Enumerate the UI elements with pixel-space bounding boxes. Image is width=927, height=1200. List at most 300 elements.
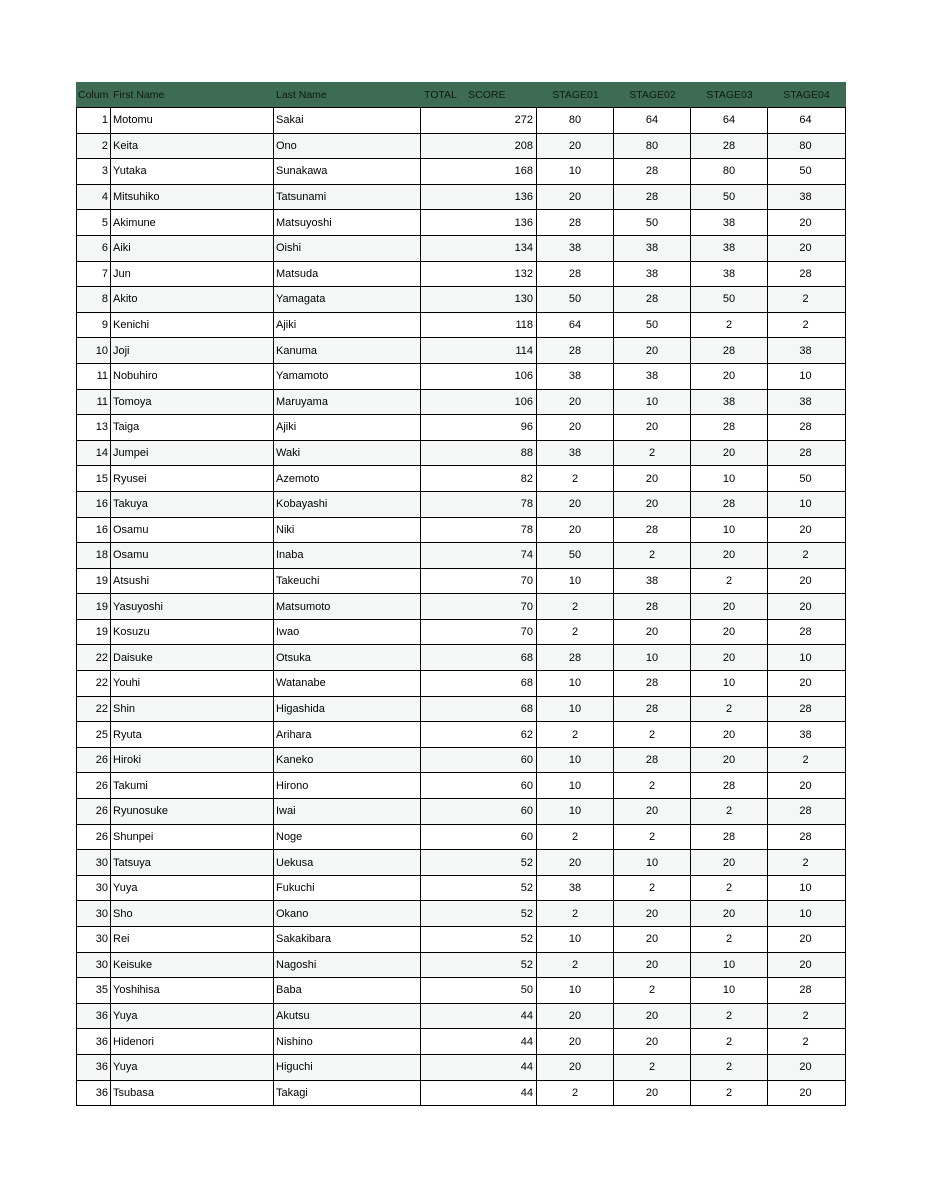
stage04-cell: 20 [799, 1086, 812, 1099]
last-name-cell: Kobayashi [274, 492, 421, 517]
stage03-cell: 38 [691, 210, 768, 235]
stage04-cell: 50 [799, 472, 812, 485]
stage04-cell: 10 [799, 498, 812, 511]
stage04-cell: 20 [799, 574, 812, 587]
total-score-cell: 114 [421, 338, 537, 363]
stage01-cell: 10 [537, 159, 614, 184]
first-name-cell: Shunpei [111, 825, 274, 850]
first-name-cell: Akito [111, 287, 274, 312]
total-score-cell: 52 [421, 876, 537, 901]
rank-cell: 35 [77, 978, 111, 1003]
first-name-cell: Takuya [111, 492, 274, 517]
last-name-cell: Hirono [274, 773, 421, 798]
rank-cell: 3 [77, 159, 111, 184]
total-score-cell: 68 [421, 645, 537, 670]
stage04-cell: 38 [799, 728, 812, 741]
last-name-cell: Waki [274, 441, 421, 466]
stage04-cell: 20 [799, 242, 812, 255]
table-row [77, 441, 845, 467]
stage04-cell: 20 [799, 677, 812, 690]
stage03-cell: 20 [691, 543, 768, 568]
total-score-cell: 134 [421, 236, 537, 261]
score-table [76, 82, 846, 1106]
table-row [77, 594, 845, 620]
stage04-cell: 28 [799, 805, 812, 818]
stage02-cell: 2 [614, 773, 691, 798]
stage02-cell: 50 [614, 210, 691, 235]
stage01-cell: 2 [537, 1081, 614, 1106]
table-row [77, 748, 845, 774]
last-name-cell: Okano [274, 901, 421, 926]
stage04-cell: 20 [799, 600, 812, 613]
total-score-cell: 136 [421, 210, 537, 235]
rank-cell: 19 [77, 594, 111, 619]
stage01-cell: 2 [537, 901, 614, 926]
rank-cell: 7 [77, 262, 111, 287]
stage02-cell: 28 [614, 518, 691, 543]
rank-cell: 25 [77, 722, 111, 747]
first-name-cell: Yasuyoshi [111, 594, 274, 619]
rank-cell: 36 [77, 1055, 111, 1080]
stage01-cell: 28 [537, 338, 614, 363]
table-row [77, 671, 845, 697]
total-score-cell: 74 [421, 543, 537, 568]
stage04-cell: 28 [799, 830, 812, 843]
first-name-cell: Yutaka [111, 159, 274, 184]
stage04-cell: 2 [802, 549, 809, 562]
stage02-cell: 20 [614, 1029, 691, 1054]
first-name-cell: Hidenori [111, 1029, 274, 1054]
last-name-cell: Higashida [274, 697, 421, 722]
rank-cell: 30 [77, 927, 111, 952]
header-first-name: First Name [113, 88, 165, 101]
stage03-cell: 28 [691, 825, 768, 850]
total-score-cell: 106 [421, 390, 537, 415]
stage03-cell: 20 [691, 748, 768, 773]
table-row [77, 927, 845, 953]
last-name-cell: Uekusa [274, 850, 421, 875]
stage02-cell: 2 [614, 441, 691, 466]
table-row [77, 287, 845, 313]
rank-cell: 1 [77, 108, 111, 133]
table-row [77, 825, 845, 851]
rank-cell: 19 [77, 620, 111, 645]
table-row [77, 773, 845, 799]
stage01-cell: 2 [537, 953, 614, 978]
stage03-cell: 10 [691, 671, 768, 696]
stage02-cell: 38 [614, 262, 691, 287]
stage03-cell: 20 [691, 901, 768, 926]
stage02-cell: 20 [614, 901, 691, 926]
stage03-cell: 20 [691, 620, 768, 645]
table-row [77, 466, 845, 492]
total-score-cell: 52 [421, 927, 537, 952]
table-row [77, 338, 845, 364]
stage03-cell: 2 [691, 1029, 768, 1054]
stage01-cell: 20 [537, 390, 614, 415]
stage03-cell: 20 [691, 594, 768, 619]
stage01-cell: 20 [537, 850, 614, 875]
table-row [77, 1004, 845, 1030]
stage02-cell: 28 [614, 594, 691, 619]
last-name-cell: Takeuchi [274, 569, 421, 594]
table-row [77, 953, 845, 979]
stage01-cell: 2 [537, 825, 614, 850]
last-name-cell: Higuchi [274, 1055, 421, 1080]
rank-cell: 14 [77, 441, 111, 466]
stage03-cell: 28 [691, 415, 768, 440]
stage02-cell: 28 [614, 671, 691, 696]
table-row [77, 1055, 845, 1081]
table-row [77, 159, 845, 185]
stage02-cell: 10 [614, 850, 691, 875]
stage01-cell: 20 [537, 1055, 614, 1080]
stage02-cell: 38 [614, 236, 691, 261]
rank-cell: 4 [77, 185, 111, 210]
stage01-cell: 50 [537, 287, 614, 312]
header-last-name: Last Name [276, 88, 327, 101]
stage01-cell: 50 [537, 543, 614, 568]
total-score-cell: 70 [421, 620, 537, 645]
first-name-cell: Yuya [111, 1055, 274, 1080]
stage01-cell: 10 [537, 697, 614, 722]
table-row [77, 697, 845, 723]
rank-cell: 11 [77, 390, 111, 415]
total-score-cell: 70 [421, 594, 537, 619]
last-name-cell: Matsuyoshi [274, 210, 421, 235]
rank-cell: 22 [77, 697, 111, 722]
stage03-cell: 20 [691, 441, 768, 466]
stage02-cell: 20 [614, 466, 691, 491]
first-name-cell: Yuya [111, 876, 274, 901]
total-score-cell: 44 [421, 1004, 537, 1029]
stage01-cell: 10 [537, 671, 614, 696]
table-row [77, 901, 845, 927]
rank-cell: 36 [77, 1004, 111, 1029]
first-name-cell: Ryuta [111, 722, 274, 747]
first-name-cell: Daisuke [111, 645, 274, 670]
first-name-cell: Atsushi [111, 569, 274, 594]
stage01-cell: 38 [537, 441, 614, 466]
stage01-cell: 20 [537, 518, 614, 543]
stage02-cell: 50 [614, 313, 691, 338]
last-name-cell: Iwai [274, 799, 421, 824]
stage03-cell: 38 [691, 262, 768, 287]
stage03-cell: 28 [691, 773, 768, 798]
stage03-cell: 38 [691, 390, 768, 415]
stage01-cell: 28 [537, 210, 614, 235]
last-name-cell: Ajiki [274, 415, 421, 440]
table-row [77, 313, 845, 339]
total-score-cell: 44 [421, 1029, 537, 1054]
stage03-cell: 10 [691, 466, 768, 491]
table-row [77, 645, 845, 671]
stage03-cell: 2 [691, 1004, 768, 1029]
total-score-cell: 88 [421, 441, 537, 466]
stage01-cell: 10 [537, 978, 614, 1003]
total-score-cell: 78 [421, 518, 537, 543]
total-score-cell: 70 [421, 569, 537, 594]
last-name-cell: Tatsunami [274, 185, 421, 210]
last-name-cell: Maruyama [274, 390, 421, 415]
first-name-cell: Motomu [111, 108, 274, 133]
first-name-cell: Kenichi [111, 313, 274, 338]
stage02-cell: 2 [614, 825, 691, 850]
first-name-cell: Tatsuya [111, 850, 274, 875]
total-score-cell: 60 [421, 773, 537, 798]
last-name-cell: Yamamoto [274, 364, 421, 389]
stage01-cell: 20 [537, 492, 614, 517]
stage01-cell: 10 [537, 569, 614, 594]
stage01-cell: 2 [537, 594, 614, 619]
table-row [77, 876, 845, 902]
last-name-cell: Matsumoto [274, 594, 421, 619]
stage02-cell: 2 [614, 978, 691, 1003]
stage01-cell: 10 [537, 773, 614, 798]
header-stage04: STAGE04 [783, 88, 830, 101]
last-name-cell: Takagi [274, 1081, 421, 1106]
total-score-cell: 50 [421, 978, 537, 1003]
last-name-cell: Yamagata [274, 287, 421, 312]
first-name-cell: Sho [111, 901, 274, 926]
table-row [77, 850, 845, 876]
stage03-cell: 2 [691, 799, 768, 824]
header-total-score: TOTAL SCORE [424, 88, 506, 101]
stage02-cell: 20 [614, 415, 691, 440]
stage04-cell: 2 [802, 754, 809, 767]
last-name-cell: Inaba [274, 543, 421, 568]
table-row [77, 134, 845, 160]
total-score-cell: 68 [421, 671, 537, 696]
total-score-cell: 60 [421, 799, 537, 824]
stage02-cell: 20 [614, 927, 691, 952]
stage03-cell: 10 [691, 978, 768, 1003]
table-row [77, 1081, 845, 1107]
stage02-cell: 28 [614, 159, 691, 184]
stage02-cell: 28 [614, 185, 691, 210]
first-name-cell: Joji [111, 338, 274, 363]
stage04-cell: 20 [799, 779, 812, 792]
first-name-cell: Yuya [111, 1004, 274, 1029]
rank-cell: 30 [77, 850, 111, 875]
stage02-cell: 20 [614, 492, 691, 517]
total-score-cell: 106 [421, 364, 537, 389]
stage01-cell: 20 [537, 1029, 614, 1054]
first-name-cell: Osamu [111, 518, 274, 543]
last-name-cell: Oishi [274, 236, 421, 261]
rank-cell: 19 [77, 569, 111, 594]
stage04-cell: 38 [799, 191, 812, 204]
rank-cell: 36 [77, 1029, 111, 1054]
total-score-cell: 96 [421, 415, 537, 440]
table-row [77, 262, 845, 288]
rank-cell: 26 [77, 799, 111, 824]
header-rank: Colum [78, 88, 109, 101]
table-row [77, 620, 845, 646]
last-name-cell: Matsuda [274, 262, 421, 287]
table-row [77, 978, 845, 1004]
stage01-cell: 64 [537, 313, 614, 338]
first-name-cell: Youhi [111, 671, 274, 696]
stage01-cell: 20 [537, 415, 614, 440]
last-name-cell: Nishino [274, 1029, 421, 1054]
stage03-cell: 2 [691, 569, 768, 594]
stage01-cell: 2 [537, 722, 614, 747]
stage04-cell: 20 [799, 958, 812, 971]
table-row [77, 722, 845, 748]
stage04-cell: 20 [799, 1061, 812, 1074]
stage02-cell: 38 [614, 569, 691, 594]
rank-cell: 15 [77, 466, 111, 491]
rank-cell: 26 [77, 825, 111, 850]
stage02-cell: 10 [614, 390, 691, 415]
first-name-cell: Yoshihisa [111, 978, 274, 1003]
first-name-cell: Tsubasa [111, 1081, 274, 1106]
stage01-cell: 10 [537, 927, 614, 952]
total-score-cell: 60 [421, 825, 537, 850]
stage02-cell: 2 [614, 1055, 691, 1080]
stage04-cell: 28 [799, 626, 812, 639]
stage02-cell: 20 [614, 620, 691, 645]
first-name-cell: Tomoya [111, 390, 274, 415]
header-stage02: STAGE02 [629, 88, 676, 101]
stage03-cell: 2 [691, 313, 768, 338]
stage01-cell: 2 [537, 466, 614, 491]
total-score-cell: 168 [421, 159, 537, 184]
stage03-cell: 10 [691, 518, 768, 543]
rank-cell: 9 [77, 313, 111, 338]
total-score-cell: 62 [421, 722, 537, 747]
first-name-cell: Hiroki [111, 748, 274, 773]
stage03-cell: 20 [691, 850, 768, 875]
stage01-cell: 2 [537, 620, 614, 645]
stage02-cell: 28 [614, 287, 691, 312]
stage04-cell: 10 [799, 907, 812, 920]
stage03-cell: 2 [691, 927, 768, 952]
stage04-cell: 28 [799, 421, 812, 434]
table-body [76, 107, 846, 1106]
total-score-cell: 52 [421, 901, 537, 926]
last-name-cell: Sakai [274, 108, 421, 133]
rank-cell: 11 [77, 364, 111, 389]
stage01-cell: 10 [537, 799, 614, 824]
stage04-cell: 20 [799, 933, 812, 946]
first-name-cell: Kosuzu [111, 620, 274, 645]
stage04-cell: 2 [802, 856, 809, 869]
stage03-cell: 2 [691, 697, 768, 722]
first-name-cell: Keisuke [111, 953, 274, 978]
stage02-cell: 2 [614, 722, 691, 747]
stage02-cell: 20 [614, 1004, 691, 1029]
stage03-cell: 2 [691, 1081, 768, 1106]
last-name-cell: Niki [274, 518, 421, 543]
table-row [77, 415, 845, 441]
last-name-cell: Arihara [274, 722, 421, 747]
stage04-cell: 80 [799, 139, 812, 152]
total-score-cell: 52 [421, 850, 537, 875]
stage01-cell: 38 [537, 364, 614, 389]
rank-cell: 5 [77, 210, 111, 235]
first-name-cell: Jumpei [111, 441, 274, 466]
total-score-cell: 60 [421, 748, 537, 773]
total-score-cell: 272 [421, 108, 537, 133]
first-name-cell: Mitsuhiko [111, 185, 274, 210]
stage03-cell: 20 [691, 645, 768, 670]
stage03-cell: 2 [691, 1055, 768, 1080]
stage01-cell: 28 [537, 645, 614, 670]
last-name-cell: Kanuma [274, 338, 421, 363]
first-name-cell: Ryusei [111, 466, 274, 491]
rank-cell: 2 [77, 134, 111, 159]
stage04-cell: 2 [802, 293, 809, 306]
total-score-cell: 132 [421, 262, 537, 287]
table-row [77, 492, 845, 518]
rank-cell: 18 [77, 543, 111, 568]
total-score-cell: 68 [421, 697, 537, 722]
first-name-cell: Osamu [111, 543, 274, 568]
table-row [77, 518, 845, 544]
stage01-cell: 20 [537, 185, 614, 210]
last-name-cell: Otsuka [274, 645, 421, 670]
table-row [77, 210, 845, 236]
table-row [77, 799, 845, 825]
stage03-cell: 50 [691, 185, 768, 210]
stage04-cell: 38 [799, 395, 812, 408]
stage03-cell: 28 [691, 338, 768, 363]
header-stage03: STAGE03 [706, 88, 753, 101]
table-row [77, 108, 845, 134]
stage02-cell: 80 [614, 134, 691, 159]
last-name-cell: Sunakawa [274, 159, 421, 184]
first-name-cell: Jun [111, 262, 274, 287]
stage02-cell: 10 [614, 645, 691, 670]
last-name-cell: Ono [274, 134, 421, 159]
first-name-cell: Nobuhiro [111, 364, 274, 389]
stage03-cell: 28 [691, 492, 768, 517]
stage04-cell: 10 [799, 882, 812, 895]
last-name-cell: Kaneko [274, 748, 421, 773]
stage04-cell: 2 [802, 319, 809, 332]
last-name-cell: Noge [274, 825, 421, 850]
stage04-cell: 10 [799, 651, 812, 664]
stage02-cell: 2 [614, 543, 691, 568]
total-score-cell: 82 [421, 466, 537, 491]
rank-cell: 16 [77, 518, 111, 543]
stage04-cell: 2 [802, 1010, 809, 1023]
rank-cell: 26 [77, 748, 111, 773]
last-name-cell: Nagoshi [274, 953, 421, 978]
stage03-cell: 28 [691, 134, 768, 159]
total-score-cell: 78 [421, 492, 537, 517]
stage01-cell: 20 [537, 1004, 614, 1029]
last-name-cell: Watanabe [274, 671, 421, 696]
stage04-cell: 28 [799, 984, 812, 997]
total-score-cell: 136 [421, 185, 537, 210]
rank-cell: 26 [77, 773, 111, 798]
rank-cell: 8 [77, 287, 111, 312]
table-row [77, 1029, 845, 1055]
header-stage01: STAGE01 [552, 88, 599, 101]
stage02-cell: 28 [614, 697, 691, 722]
stage01-cell: 38 [537, 876, 614, 901]
rank-cell: 30 [77, 876, 111, 901]
stage03-cell: 10 [691, 953, 768, 978]
last-name-cell: Akutsu [274, 1004, 421, 1029]
stage03-cell: 20 [691, 364, 768, 389]
rank-cell: 13 [77, 415, 111, 440]
stage01-cell: 80 [537, 108, 614, 133]
stage04-cell: 28 [799, 267, 812, 280]
